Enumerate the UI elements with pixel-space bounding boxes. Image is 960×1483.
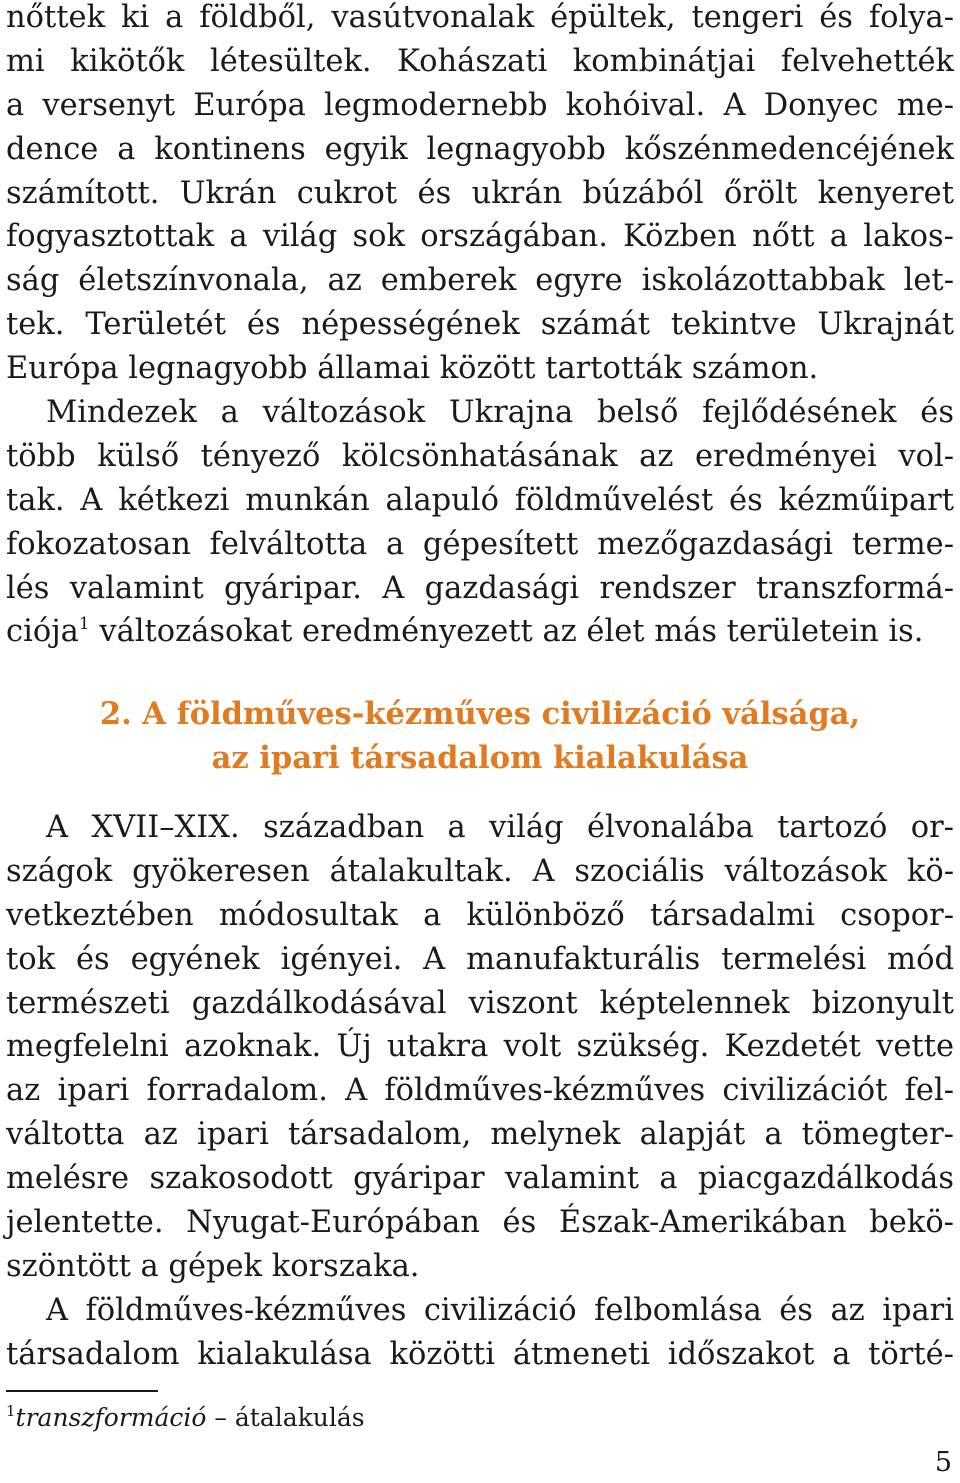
- section-heading-line: 2. A földműves-kézműves civilizáció válsága,: [99, 696, 861, 732]
- text-line: A földműves-kézműves civilizáció felbomlása és az ipari: [46, 1292, 954, 1328]
- paragraph-3: [6, 806, 954, 1289]
- text-line: tek. Területét és népességének számát tekintve Ukrajnát: [6, 307, 954, 343]
- text-line: megfelelni azoknak. Új utakra volt szükség. Kezdetét vette: [6, 1029, 954, 1065]
- text-line: váltotta az ipari társadalom, melynek alapját a tömegter-: [6, 1117, 954, 1153]
- text-line: fogyasztottak a világ sok országában. Közben nőtt a lakos-: [6, 219, 954, 255]
- paragraph-1: [6, 0, 954, 391]
- text-block-top: [6, 0, 954, 654]
- section-heading-line: az ipari társadalom kialakulása: [211, 740, 749, 776]
- text-line: jelentette. Nyugat-Európában és Észak-Amerikában bekö-: [6, 1205, 954, 1241]
- text-fragment: ciója: [6, 614, 79, 650]
- text-line: a versenyt Európa legmodernebb kohóival. A Donyec me-: [6, 87, 954, 123]
- text-line: társadalom kialakulása közötti átmeneti időszakot a törté-: [6, 1336, 954, 1372]
- footnote-definition: – átalakulás: [206, 1403, 365, 1432]
- page-number: 5: [934, 1447, 952, 1478]
- text-line: az ipari forradalom. A földműves-kézműves civilizációt fel-: [6, 1073, 954, 1109]
- text-line: Mindezek a változások Ukrajna belső fejlődésének és: [46, 395, 954, 431]
- text-line: A XVII–XIX. században a világ élvonalába tartozó or-: [46, 810, 954, 845]
- text-line: nőttek ki a földből, vasútvonalak épültek, tengeri és folya-: [6, 0, 954, 35]
- text-line: lés valamint gyáripar. A gazdasági rendszer transzformá-: [6, 570, 954, 606]
- footnote: [6, 1401, 365, 1435]
- text-line: ság életszínvonala, az emberek egyre iskolázottabbak let-: [6, 263, 954, 299]
- text-line: tok és egyének igényei. A manufakturális termelési mód: [6, 941, 954, 977]
- text-line: természeti gazdálkodásával viszont képtelennek bizonyult: [6, 985, 954, 1021]
- text-line: tak. A kétkezi munkán alapuló földművelést és kézműipart: [6, 482, 954, 518]
- text-block-bottom: [6, 806, 954, 1377]
- text-line: több külső tényező kölcsönhatásának az eredményei vol-: [6, 438, 954, 474]
- text-line-with-footnote-ref: [6, 610, 954, 654]
- footnote-reference[interactable]: 1: [78, 614, 90, 635]
- text-line: mi kikötők létesültek. Kohászati kombinátjai felvehették: [6, 43, 954, 79]
- text-line: szágok gyökeresen átalakultak. A szociális változások kö-: [6, 853, 954, 889]
- footnote-mark: 1: [6, 1402, 16, 1420]
- text-line: Európa legnagyobb államai között tartották számon.: [6, 351, 819, 387]
- text-line: szöntött a gépek korszaka.: [6, 1248, 420, 1284]
- text-line: dence a kontinens egyik legnagyobb kőszénmedencéjének: [6, 131, 954, 167]
- text-line: fokozatosan felváltotta a gépesített mezőgazdasági terme-: [6, 526, 954, 562]
- text-line: melésre szakosodott gyáripar valamint a piacgazdálkodás: [6, 1161, 954, 1197]
- section-heading: [0, 692, 960, 780]
- footnote-divider: [6, 1390, 158, 1392]
- paragraph-2: [6, 391, 954, 654]
- text-line: számított. Ukrán cukrot és ukrán búzából őrölt kenyeret: [6, 175, 954, 211]
- text-line: vetkeztében módosultak a különböző társadalmi csopor-: [6, 897, 954, 933]
- paragraph-4: [6, 1289, 954, 1377]
- text-fragment: változásokat eredményezett az élet más területein is.: [89, 614, 924, 650]
- footnote-term: transzformáció: [15, 1403, 207, 1432]
